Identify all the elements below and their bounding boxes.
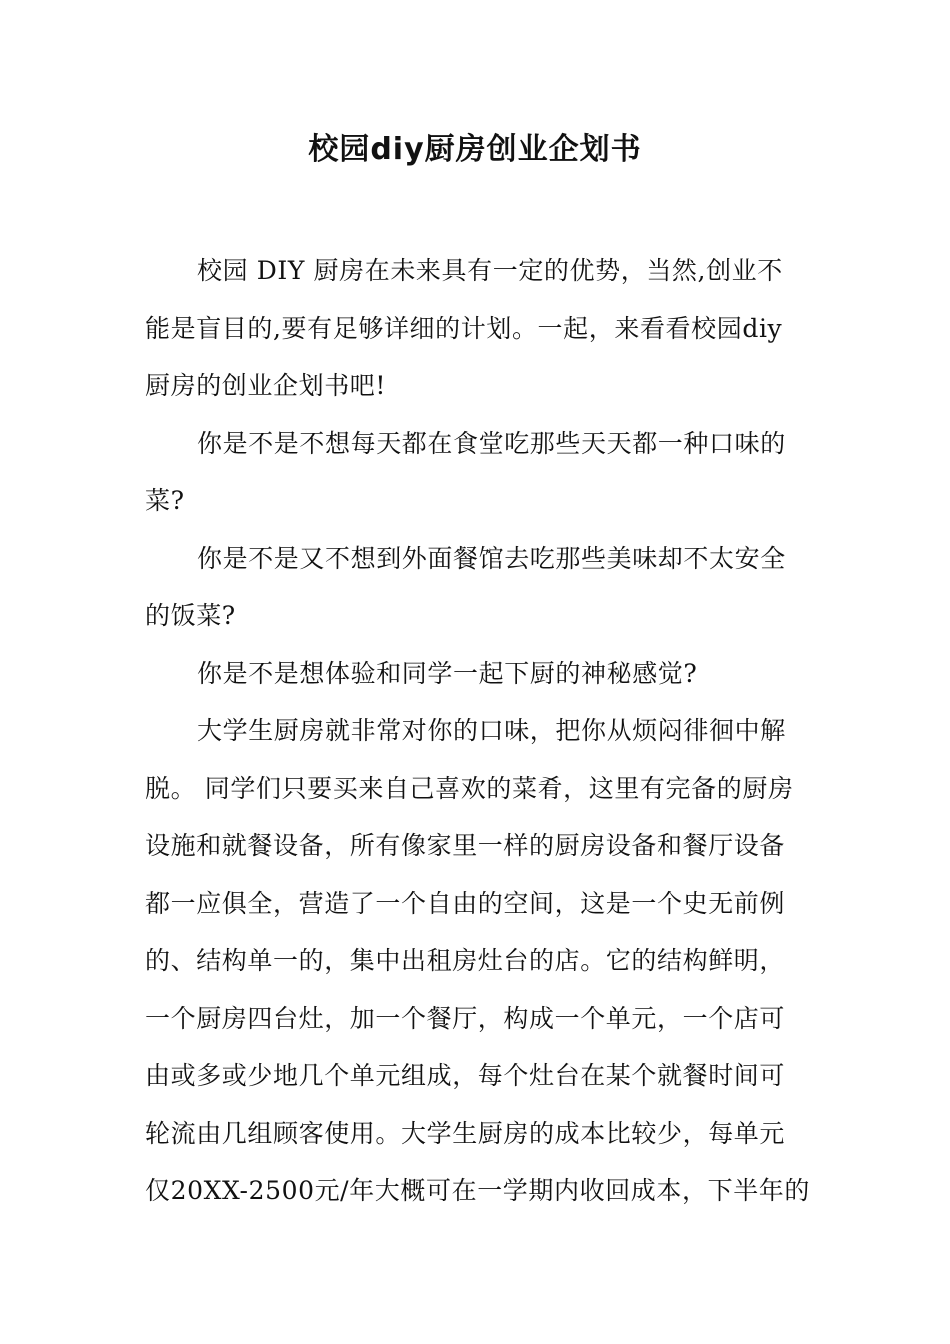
paragraph <box>145 645 815 703</box>
paragraph-line: 厨房的创业企划书吧! <box>145 371 387 400</box>
paragraph-line: 大学生厨房就非常对你的口味，把你从烦闷徘徊中解 <box>197 716 786 745</box>
paragraph-line: 都一应俱全，营造了一个自由的空间，这是一个史无前例 <box>145 888 786 918</box>
paragraph-line: 由或多或少地几个单元组成，每个灶台在某个就餐时间可 <box>145 1061 786 1090</box>
paragraph <box>145 530 815 645</box>
paragraph <box>145 415 815 530</box>
paragraph-line: 你是不是不想每天都在食堂吃那些天天都一种口味的 <box>197 428 786 458</box>
paragraph-line: 能是盲目的,要有足够详细的计划。一起，来看看校园diy <box>145 313 783 343</box>
paragraph <box>145 242 815 415</box>
paragraph-line: 一个厨房四台灶，加一个餐厅，构成一个单元，一个店可 <box>145 1003 786 1033</box>
paragraph-line: 脱。 同学们只要买来自己喜欢的菜肴，这里有完备的厨房 <box>145 773 794 803</box>
paragraph-line: 轮流由几组顾客使用。大学生厨房的成本比较少，每单元 <box>145 1118 786 1148</box>
paragraph-line: 校园 DIY 厨房在未来具有一定的优势，当然,创业不 <box>197 256 783 285</box>
document-title: 校园diy厨房创业企划书 <box>308 132 642 167</box>
paragraph-line: 仅20XX-2500元/年大概可在一学期内收回成本，下半年的 <box>145 1176 811 1205</box>
paragraph-line: 设施和就餐设备，所有像家里一样的厨房设备和餐厅设备 <box>145 831 786 860</box>
paragraph-line: 你是不是想体验和同学一起下厨的神秘感觉? <box>197 658 698 688</box>
paragraph-line: 的、结构单一的，集中出租房灶台的店。它的结构鲜明， <box>145 946 786 975</box>
paragraph-line: 你是不是又不想到外面餐馆去吃那些美味却不太安全 <box>197 543 786 573</box>
paragraph <box>145 702 815 1220</box>
paragraph-line: 的饭菜? <box>145 601 236 630</box>
paragraph-line: 菜? <box>145 486 185 515</box>
document-body <box>145 242 815 1220</box>
